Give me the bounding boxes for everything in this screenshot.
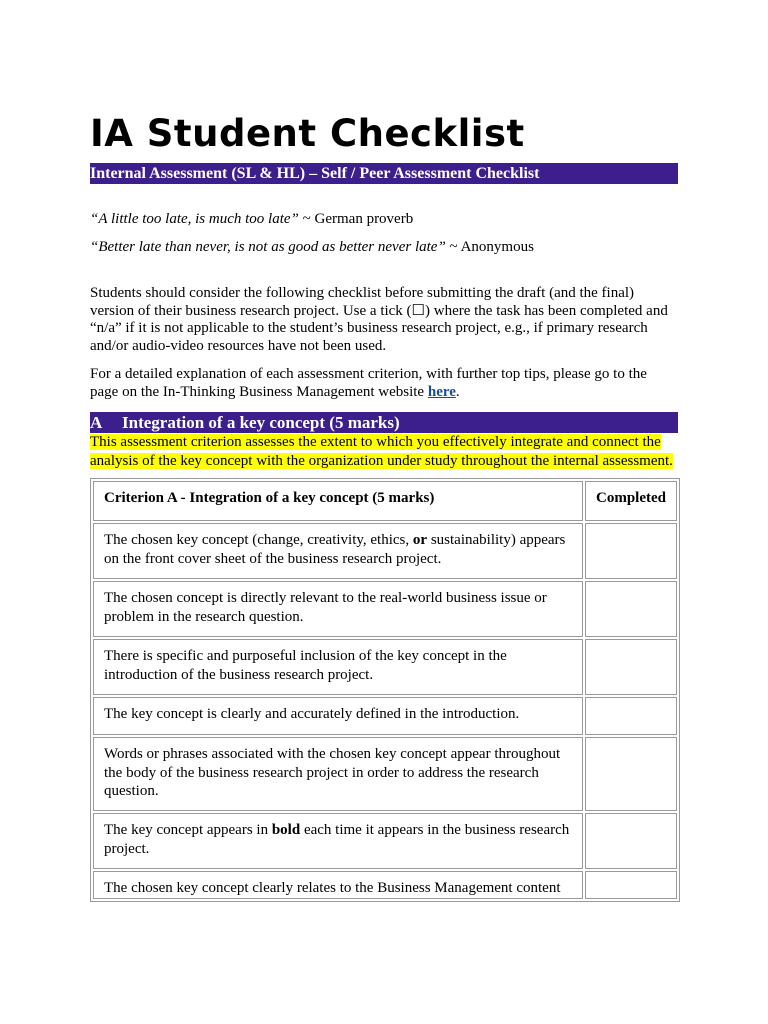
criterion-cell: There is specific and purposeful inclusion of the key concept in the introduction of the business research project. — [93, 639, 583, 695]
table-row — [93, 871, 677, 899]
quote-1-text: “A little too late, is much too late” — [90, 211, 299, 227]
section-letter: A — [90, 413, 103, 432]
criterion-header: Criterion A - Integration of a key concept (5 marks) — [93, 481, 583, 521]
completed-cell[interactable] — [585, 737, 677, 811]
criterion-cell — [93, 523, 583, 579]
table-row — [93, 581, 677, 637]
row-6-text-end: each time it appears in the business research project. — [104, 822, 570, 857]
quote-2-text: “Better late than never, is not as good as better never late” — [90, 239, 446, 255]
quote-2 — [90, 239, 534, 256]
table-row — [93, 737, 677, 811]
criterion-cell: Words or phrases associated with the chosen key concept appear throughout the body of the business research project in order to address the research question. — [93, 737, 583, 811]
section-a-banner — [90, 412, 678, 433]
quote-1 — [90, 211, 413, 228]
criterion-cell: The key concept is clearly and accurately defined in the introduction. — [93, 697, 583, 735]
page-title: IA Student Checklist — [90, 112, 525, 155]
table-row — [93, 523, 677, 579]
completed-cell[interactable] — [585, 581, 677, 637]
detail-paragraph — [90, 366, 678, 401]
completed-cell[interactable] — [585, 871, 677, 899]
criterion-cell — [93, 813, 583, 869]
completed-header: Completed — [585, 481, 677, 521]
table-row — [93, 639, 677, 695]
criterion-cell: The chosen key concept clearly relates to the Business Management content — [93, 871, 583, 899]
subtitle-banner: Internal Assessment (SL & HL) – Self / Peer Assessment Checklist — [90, 163, 678, 184]
quote-2-attribution: ~ Anonymous — [445, 239, 534, 255]
intro-paragraph: Students should consider the following checklist before submitting the draft (and the final) version of their business research project. Use a tick (☐) where the task has been completed and “n/a” if it is not applicable to the student’s business research project, e.g., if primary research and/or audio-video resources have not been used. — [90, 285, 668, 355]
row-1-text-end: sustainability) appears on the front cover sheet of the business research project. — [104, 532, 566, 567]
detail-text: For a detailed explanation of each assessment criterion, with further top tips, please go to the page on the In-Thinking Business Management website — [90, 366, 647, 400]
table-header-row — [93, 481, 677, 521]
completed-cell[interactable] — [585, 639, 677, 695]
row-1-bold: or — [412, 532, 428, 548]
table-row — [93, 697, 677, 735]
section-description-text: This assessment criterion assesses the extent to which you effectively integrate and connect the analysis of the key concept with the organization under study throughout the internal assessment. — [90, 434, 673, 469]
completed-cell[interactable] — [585, 697, 677, 735]
checklist-table — [90, 478, 680, 902]
row-1-text: The chosen key concept (change, creativity, ethics, — [104, 532, 413, 548]
website-link[interactable]: here — [427, 383, 456, 400]
criterion-cell: The chosen concept is directly relevant to the real-world business issue or problem in the research question. — [93, 581, 583, 637]
section-description — [90, 433, 678, 470]
table-row — [93, 813, 677, 869]
detail-end: . — [455, 383, 460, 400]
row-6-text: The key concept appears in — [104, 822, 272, 838]
completed-cell[interactable] — [585, 813, 677, 869]
section-title: Integration of a key concept (5 marks) — [122, 413, 400, 432]
quote-1-attribution: ~ German proverb — [298, 211, 414, 227]
completed-cell[interactable] — [585, 523, 677, 579]
row-6-bold: bold — [271, 822, 301, 838]
